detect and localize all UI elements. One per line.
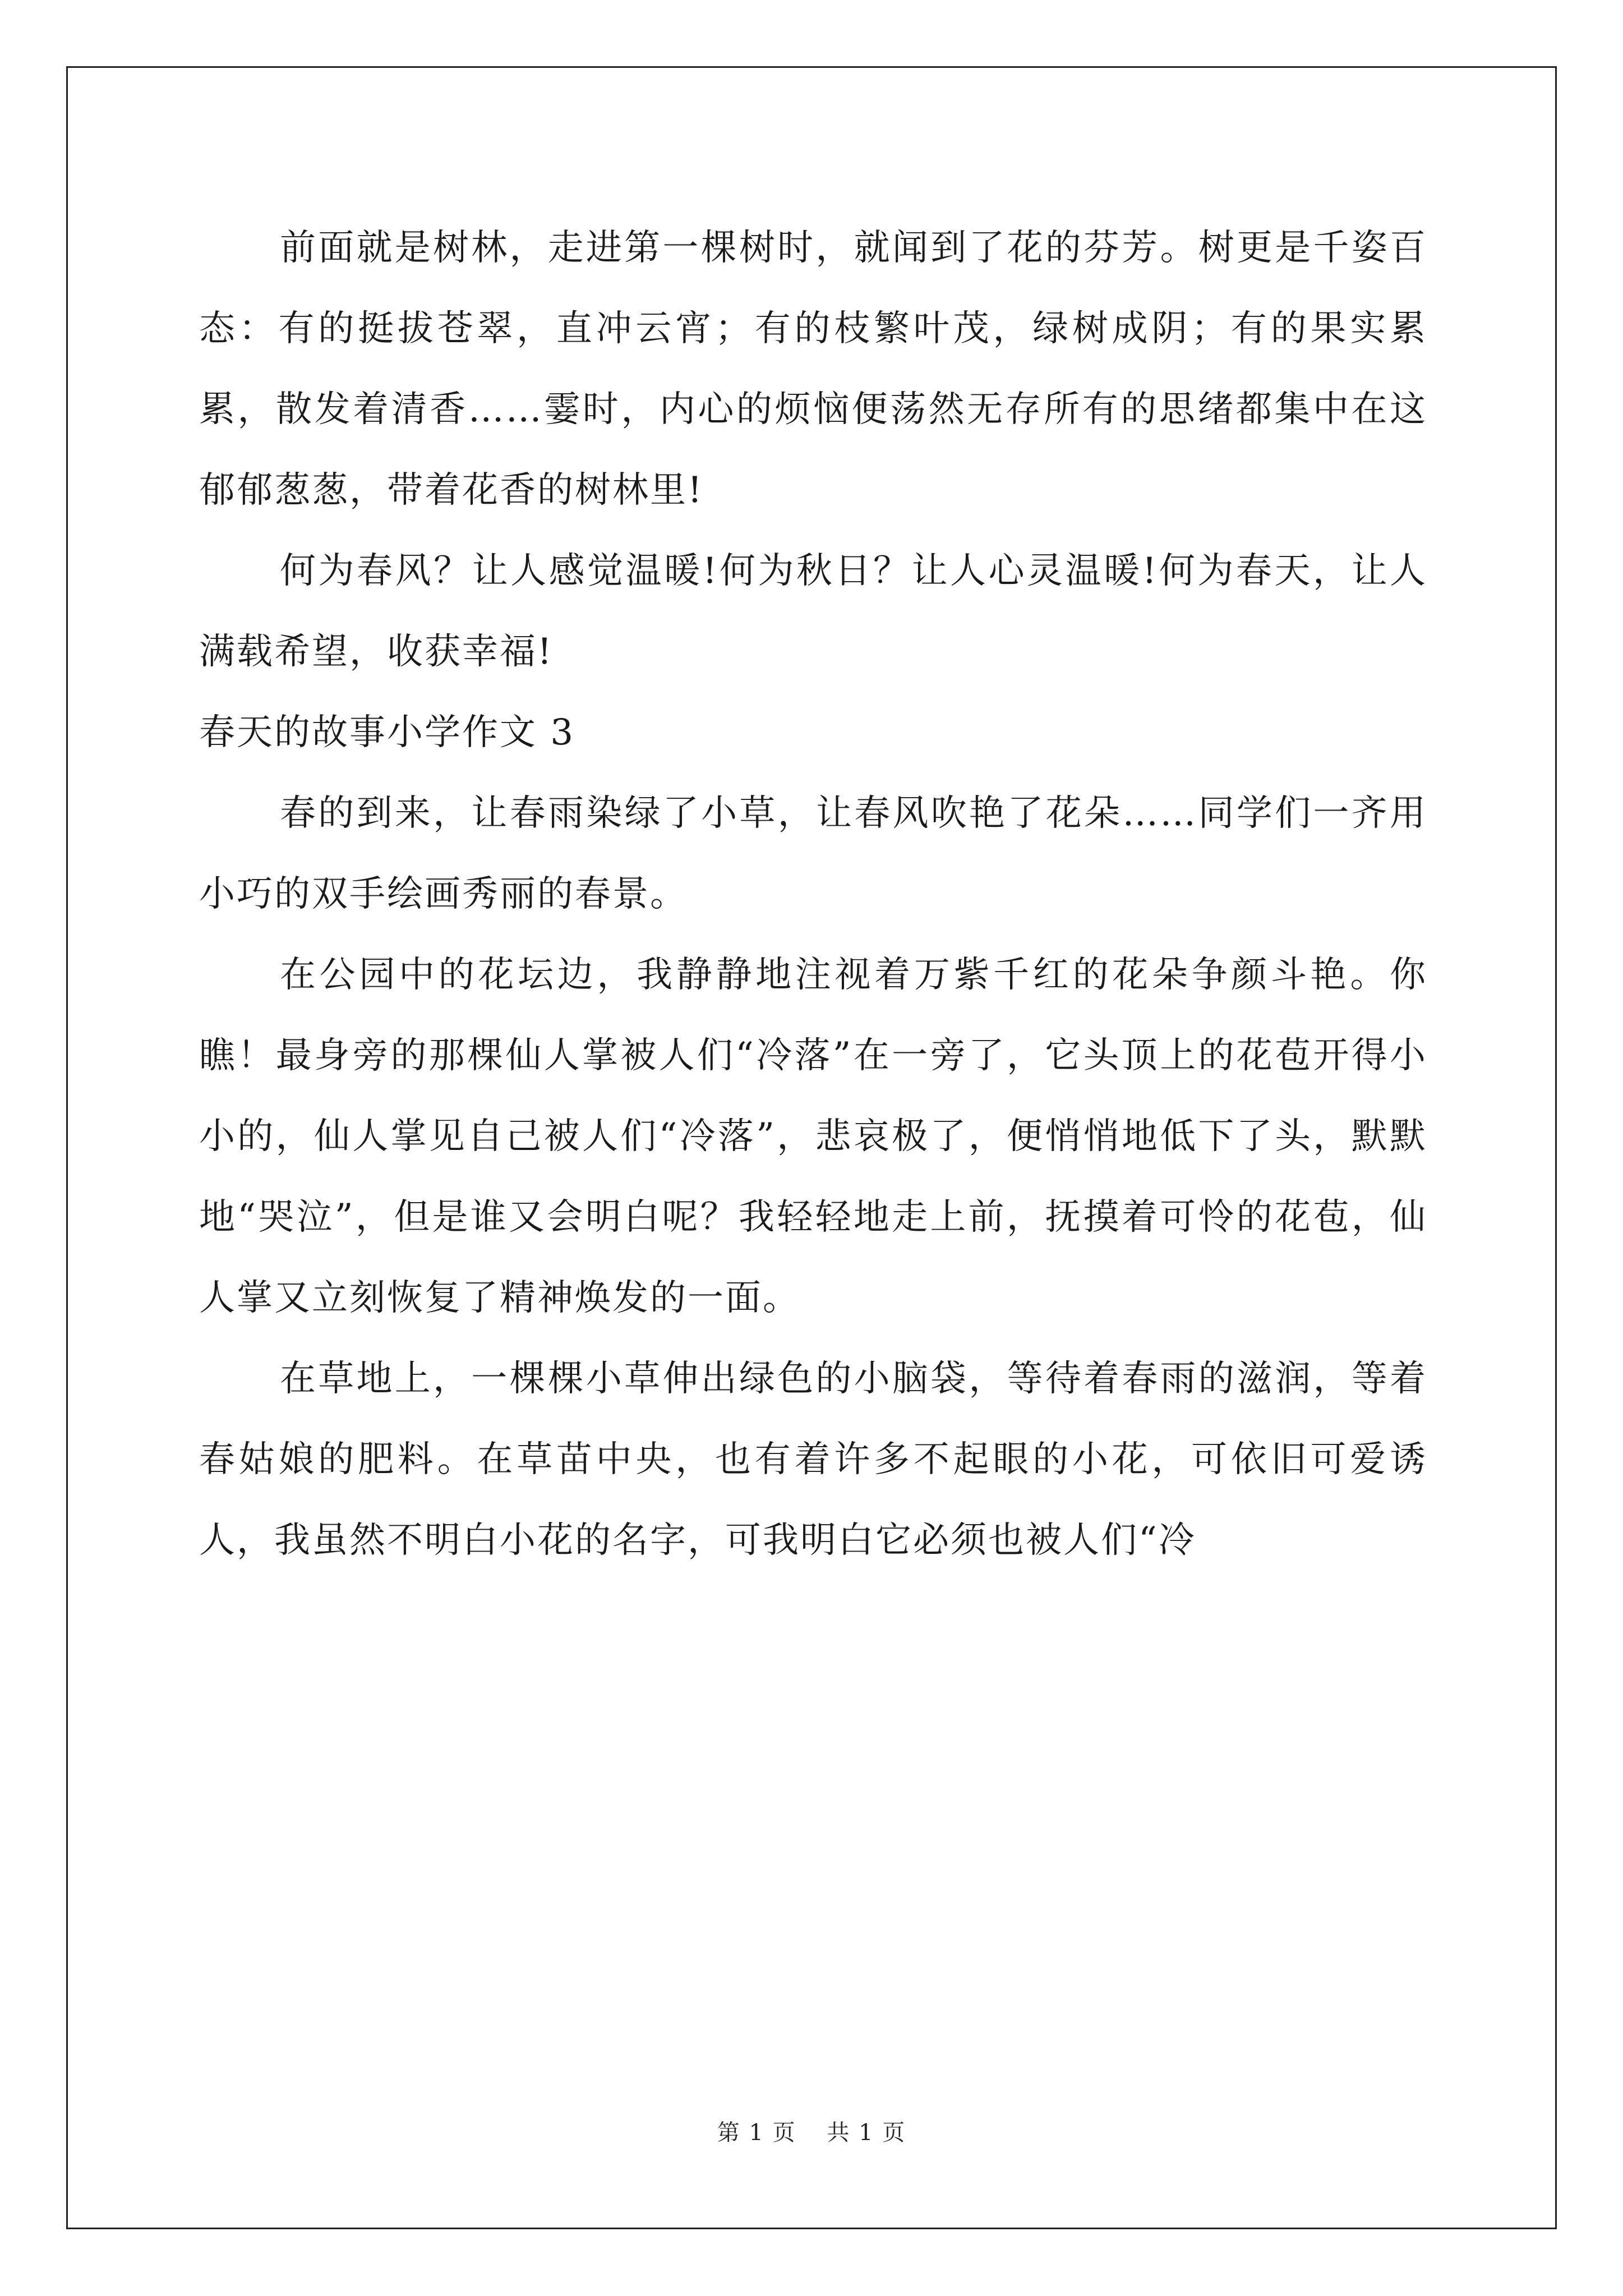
page-total: 共 1 页 [827,2120,906,2146]
paragraph-forest: 前面就是树林，走进第一棵树时，就闻到了花的芬芳。树更是千姿百态：有的挺拔苍翠，直冲云宵；有的枝繁叶茂，绿树成阴；有的果实累累，散发着清香……霎时，内心的烦恼便荡然无存所有的思绪都集中在这郁郁葱葱，带着花香的树林里! [199,227,1427,511]
paragraph-spring-arrival: 春的到来，让春雨染绿了小草，让春风吹艳了花朵……同学们一齐用小巧的双手绘画秀丽的春景。 [199,793,1427,915]
section-heading: 春天的故事小学作文 3 [199,712,575,753]
page-number: 第 1 页 [717,2120,796,2146]
paragraph-flower-bed: 在公园中的花坛边，我静静地注视着万紫千红的花朵争颜斗艳。你瞧！最身旁的那棵仙人掌被人们“冷落”在一旁了，它头顶上的花苞开得小小的，仙人掌见自己被人们“冷落”，悲哀极了，便悄悄地低下了头，默默地“哭泣”，但是谁又会明白呢？我轻轻地走上前，抚摸着可怜的花苞，仙人掌又立刻恢复了精神焕发的一面。 [199,954,1427,1319]
paragraph-grass: 在草地上，一棵棵小草伸出绿色的小脑袋，等待着春雨的滋润，等着春姑娘的肥料。在草苗中央，也有着许多不起眼的小花，可依旧可爱诱人，我虽然不明白小花的名字，可我明白它必须也被人们“冷 [199,1358,1427,1561]
document-body [199,208,1427,1581]
page-footer [0,2115,1623,2147]
paragraph-spring-wind: 何为春风？让人感觉温暖!何为秋日？让人心灵温暖!何为春天，让人满载希望，收获幸福! [199,550,1427,673]
